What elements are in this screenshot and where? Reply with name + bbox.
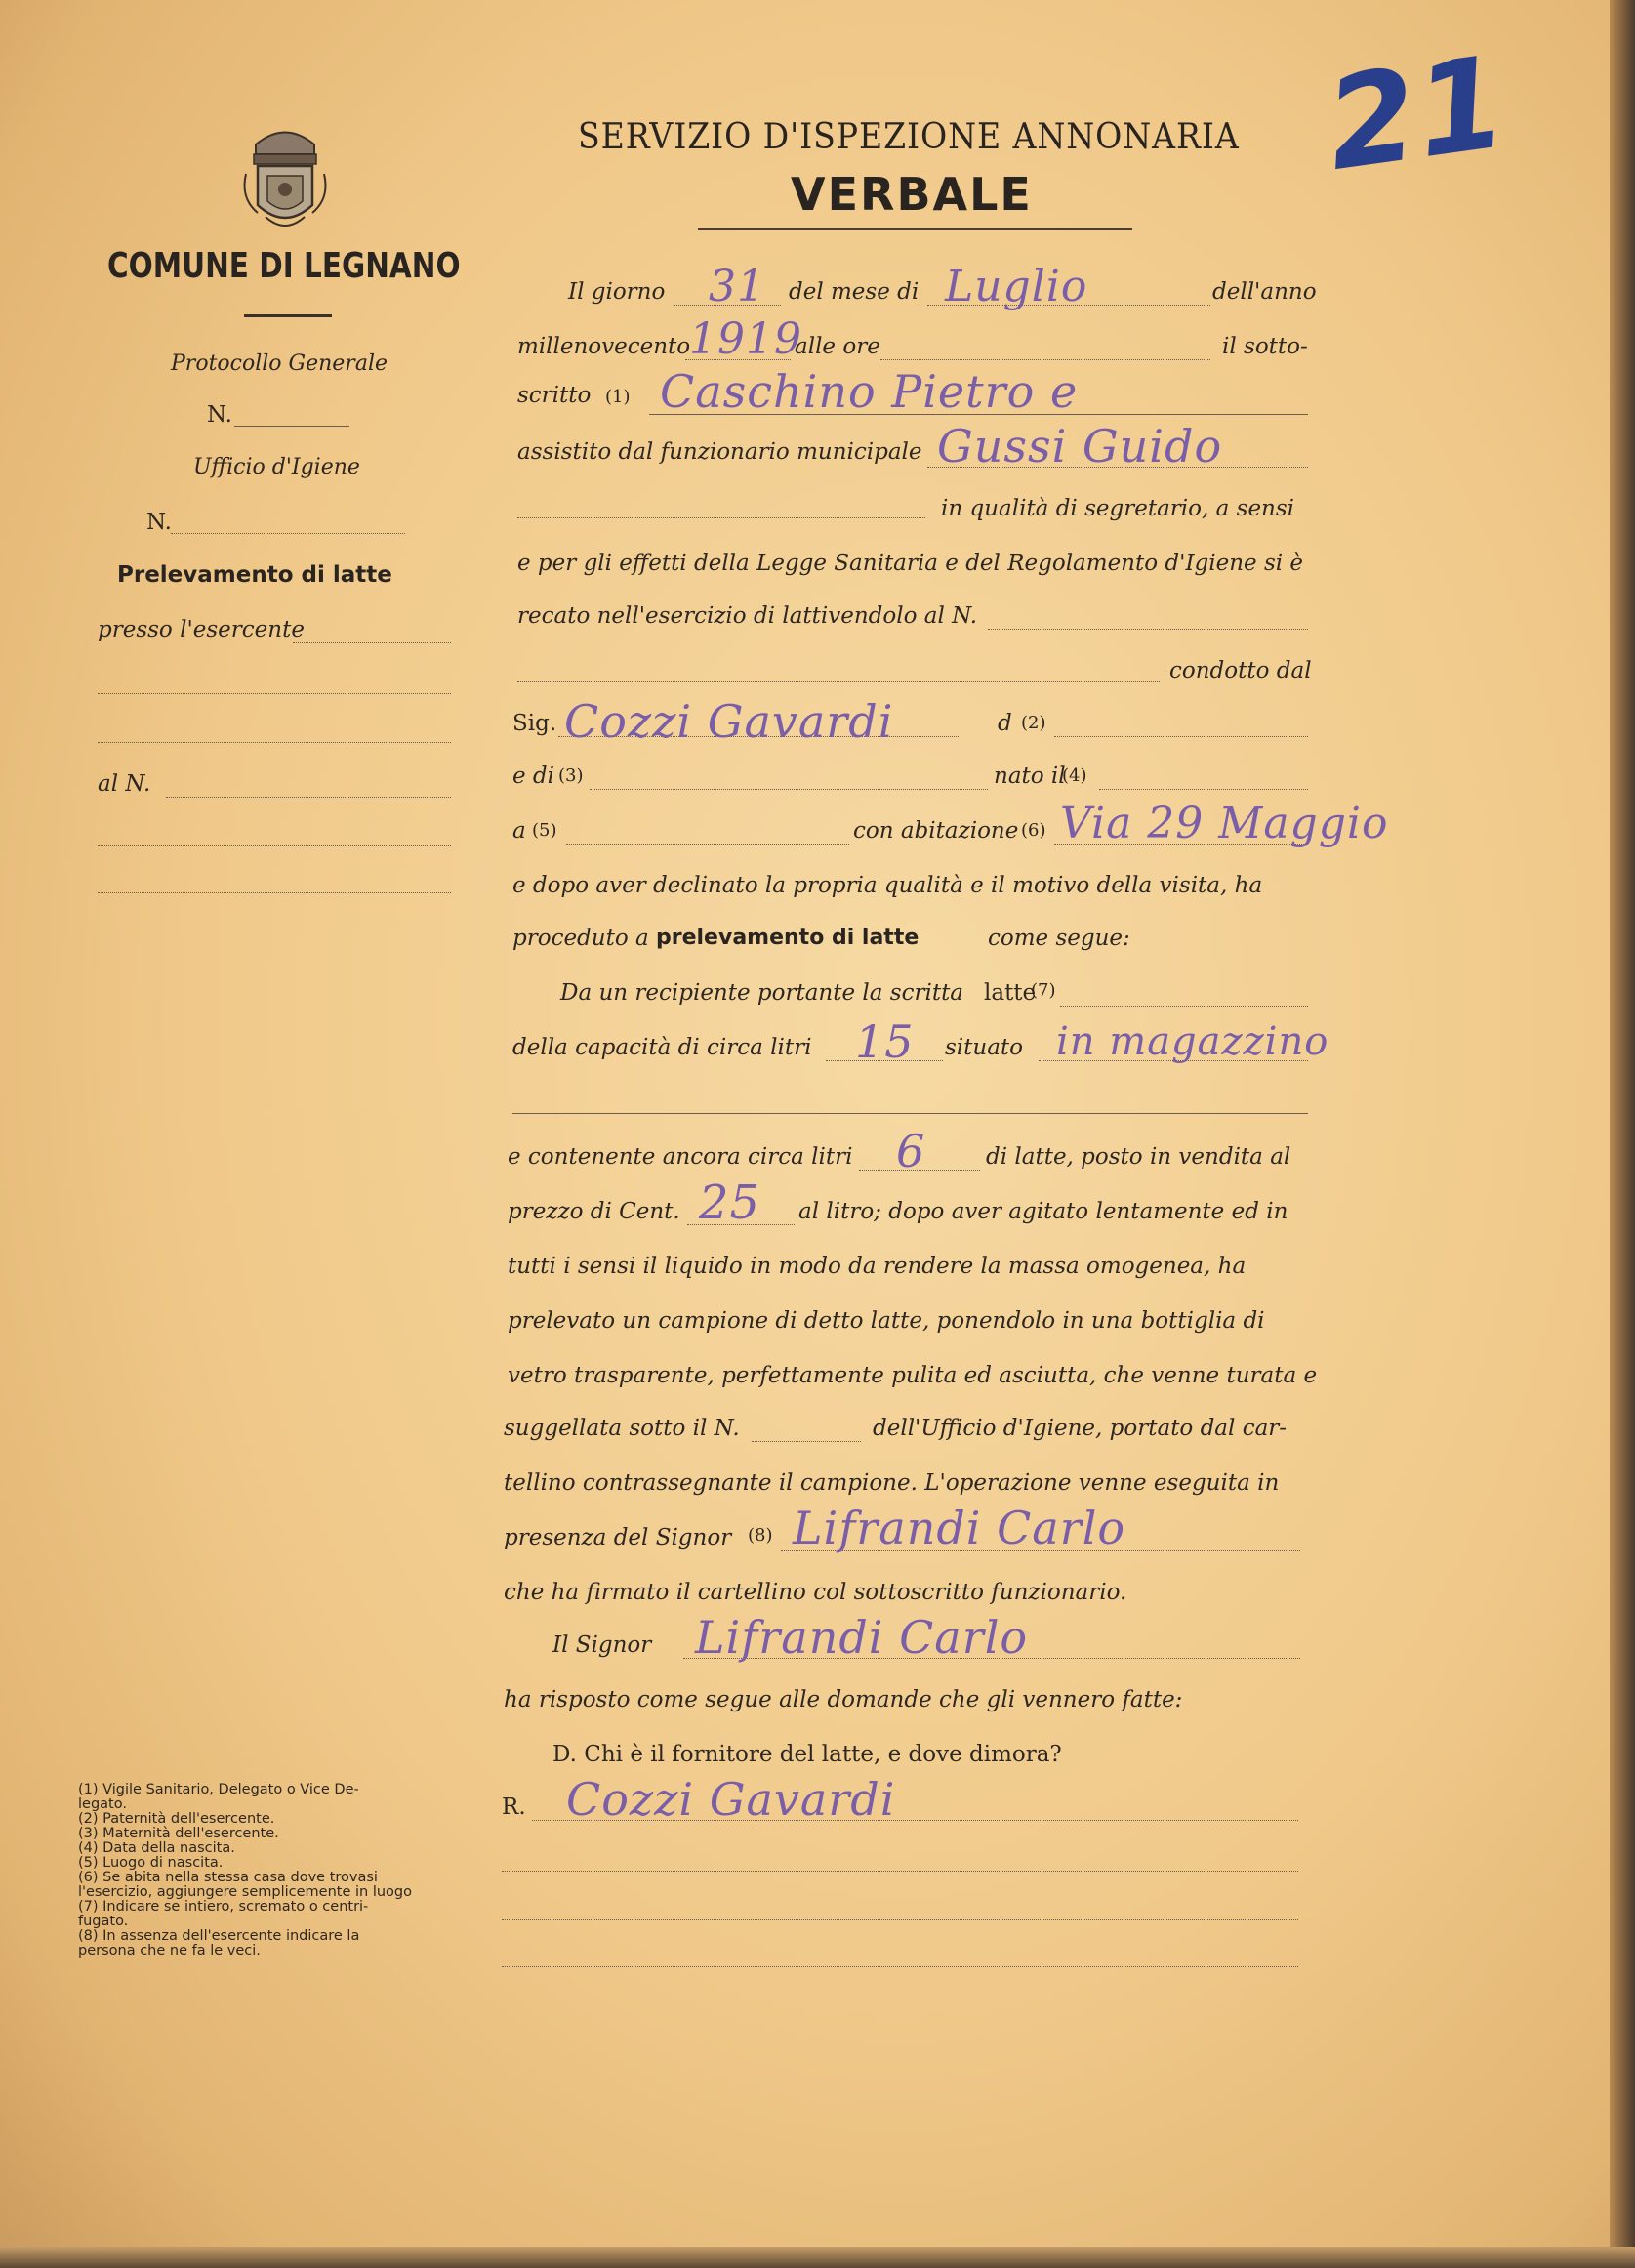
- page-number: 21: [1318, 27, 1516, 199]
- footnote-3: (3) Maternità dell'esercente.: [78, 1826, 279, 1841]
- footnote-ref-8: (8): [748, 1525, 773, 1546]
- assisted-label: assistito dal funzionario municipale: [517, 439, 922, 465]
- location-field-2[interactable]: [512, 1113, 1308, 1114]
- footnote-ref-2: (2): [1021, 713, 1046, 733]
- proceeded-bold: prelevamento di latte: [656, 926, 920, 950]
- hygiene-office-label: Ufficio d'Igiene: [193, 455, 360, 479]
- answer-field-3[interactable]: [502, 1919, 1298, 1920]
- sealed-label: suggellata sotto il N.: [504, 1416, 740, 1441]
- dealer-field-2[interactable]: [98, 693, 451, 694]
- footnote-4: (4) Data della nascita.: [78, 1840, 235, 1856]
- dealer-name-value: Cozzi Gavardi: [564, 695, 894, 748]
- service-heading: SERVIZIO D'ISPEZIONE ANNONARIA: [578, 117, 1240, 157]
- located-label: situato: [945, 1035, 1024, 1060]
- footnote-ref-4: (4): [1062, 765, 1087, 786]
- secretary-label: in qualità di segretario, a sensi: [941, 496, 1295, 521]
- shop-number-field[interactable]: [988, 629, 1308, 630]
- year-label-end: dell'anno: [1212, 279, 1317, 305]
- per-litre-line: al litro; dopo aver agitato lentamente ed in: [798, 1199, 1288, 1224]
- signed-line: che ha firmato il cartellino col sottoscritto funzionario.: [504, 1580, 1127, 1605]
- declined-line: e dopo aver declinato la propria qualità e il motivo della visita, ha: [512, 873, 1263, 898]
- footnote-8: (8) In assenza dell'esercente indicare la: [78, 1928, 360, 1944]
- glass-line: vetro trasparente, perfettamente pulita ed asciutta, che venne turata e: [508, 1363, 1318, 1388]
- footnote-1: (1) Vigile Sanitario, Delegato o Vice De-: [78, 1782, 359, 1797]
- mr-label-2: Il Signor: [552, 1632, 652, 1658]
- answer-label: R.: [502, 1794, 526, 1820]
- dealer-label: presso l'esercente: [98, 617, 305, 642]
- title-underline: [698, 228, 1132, 230]
- hour-label: alle ore: [795, 334, 880, 359]
- footnotes: [78, 1783, 449, 1959]
- answer-field-2[interactable]: [502, 1871, 1298, 1872]
- witness-value-2: Lifrandi Carlo: [695, 1611, 1029, 1664]
- price-label: prezzo di Cent.: [508, 1199, 680, 1224]
- hygiene-office-line: dell'Ufficio d'Igiene, portato dal car-: [873, 1416, 1288, 1441]
- run-by-label: condotto dal: [1169, 658, 1312, 683]
- of-label: d: [998, 711, 1012, 736]
- footnote-ref-6: (6): [1021, 820, 1046, 841]
- undersigned-label: il sotto-: [1222, 334, 1308, 359]
- millennium-label: millenovecento: [517, 334, 691, 359]
- official-value: Gussi Guido: [937, 420, 1223, 473]
- born-label: nato il: [994, 763, 1066, 789]
- footnote-7b: fugato.: [78, 1914, 129, 1929]
- answer-value: Cozzi Gavardi: [566, 1773, 896, 1826]
- footnote-ref-7: (7): [1031, 980, 1056, 1001]
- mr-label: Sig.: [512, 711, 557, 736]
- capacity-value: 15: [855, 1015, 915, 1068]
- container-label: Da un recipiente portante la scritta: [560, 980, 964, 1006]
- liquid-line: tutti i sensi il liquido in modo da rendere la massa omogenea, ha: [508, 1254, 1247, 1279]
- witness-value: Lifrandi Carlo: [793, 1502, 1126, 1554]
- as-follows-label: come segue:: [988, 926, 1130, 951]
- milk-label: latte: [984, 980, 1037, 1006]
- inspector-value: Caschino Pietro e: [660, 365, 1079, 418]
- seal-number-field[interactable]: [752, 1441, 861, 1442]
- law-line: e per gli effetti della Legge Sanitaria e del Regolamento d'Igiene si è: [517, 551, 1304, 576]
- footnote-ref-1: (1): [605, 387, 631, 407]
- maternity-field[interactable]: [590, 789, 988, 790]
- footnote-1b: legato.: [78, 1796, 127, 1812]
- footnote-6: (6) Se abita nella stessa casa dove trovasi: [78, 1870, 378, 1885]
- hygiene-n-label: N.: [146, 510, 172, 535]
- went-to-label: recato nell'esercizio di lattivendolo al N.: [517, 603, 978, 629]
- day-label: Il giorno: [568, 279, 666, 305]
- hygiene-n-field[interactable]: [171, 533, 405, 534]
- paternity-field[interactable]: [1054, 736, 1308, 737]
- protocol-n-label: N.: [207, 402, 232, 428]
- official-field-2[interactable]: [517, 517, 925, 518]
- tag-line: tellino contrassegnante il campione. L'operazione venne eseguita in: [504, 1470, 1280, 1496]
- number-field-2[interactable]: [98, 845, 451, 846]
- dealer-field-3[interactable]: [98, 742, 451, 743]
- coat-of-arms-icon: [236, 115, 334, 237]
- label-text-field[interactable]: [1060, 1006, 1308, 1007]
- number-field-1[interactable]: [166, 797, 451, 798]
- address-value: Via 29 Maggio: [1060, 799, 1389, 848]
- proceeded-label: proceduto a: [512, 926, 649, 951]
- month-label: del mese di: [789, 279, 920, 305]
- shop-line-field[interactable]: [517, 681, 1160, 682]
- protocol-n-field[interactable]: [234, 426, 349, 427]
- sampling-title: Prelevamento di latte: [117, 562, 392, 588]
- remaining-label: e contenente ancora circa litri: [508, 1144, 853, 1170]
- municipality-name: COMUNE DI LEGNANO: [107, 246, 461, 286]
- price-value: 25: [699, 1175, 761, 1230]
- footnote-7: (7) Indicare se intiero, scremato o centri-: [78, 1899, 369, 1915]
- birth-date-field[interactable]: [1099, 789, 1308, 790]
- footnote-5: (5) Luogo di nascita.: [78, 1855, 224, 1871]
- protocol-label: Protocollo Generale: [171, 351, 388, 376]
- hour-field[interactable]: [880, 359, 1210, 360]
- on-sale-label: di latte, posto in vendita al: [986, 1144, 1291, 1170]
- written-label: scritto: [517, 383, 592, 408]
- dealer-field-1[interactable]: [293, 642, 451, 643]
- at-label: a: [512, 818, 526, 844]
- answer-field-4[interactable]: [502, 1966, 1298, 1967]
- sample-line: prelevato un campione di detto latte, ponendolo in una bottiglia di: [508, 1308, 1265, 1334]
- footnote-6b: l'esercizio, aggiungere semplicemente in luogo: [78, 1884, 412, 1900]
- footnote-8b: persona che ne fa le veci.: [78, 1943, 261, 1959]
- residence-label: con abitazione: [853, 818, 1019, 844]
- location-value: in magazzino: [1056, 1019, 1329, 1064]
- footnote-ref-5: (5): [532, 820, 557, 841]
- footnote-ref-3: (3): [558, 765, 584, 786]
- month-value: Luglio: [945, 262, 1088, 311]
- footnote-2: (2) Paternità dell'esercente.: [78, 1811, 275, 1827]
- remaining-value: 6: [896, 1125, 926, 1177]
- document-title: VERBALE: [791, 168, 1033, 221]
- number-label: al N.: [98, 771, 151, 797]
- birth-place-field[interactable]: [566, 844, 849, 845]
- question-line: D. Chi è il fornitore del latte, e dove dimora?: [552, 1742, 1062, 1767]
- presence-label: presenza del Signor: [504, 1525, 732, 1550]
- day-value: 31: [709, 262, 765, 311]
- paper-right-edge: [1610, 0, 1635, 2268]
- capacity-label: della capacità di circa litri: [512, 1035, 812, 1060]
- paper-bottom-edge: [0, 2247, 1635, 2268]
- answered-line: ha risposto come segue alle domande che gli vennero fatte:: [504, 1687, 1183, 1712]
- number-field-3[interactable]: [98, 892, 451, 893]
- year-value: 1919: [689, 314, 802, 364]
- and-of-label: e di: [512, 763, 555, 789]
- ornament-divider: [244, 314, 332, 317]
